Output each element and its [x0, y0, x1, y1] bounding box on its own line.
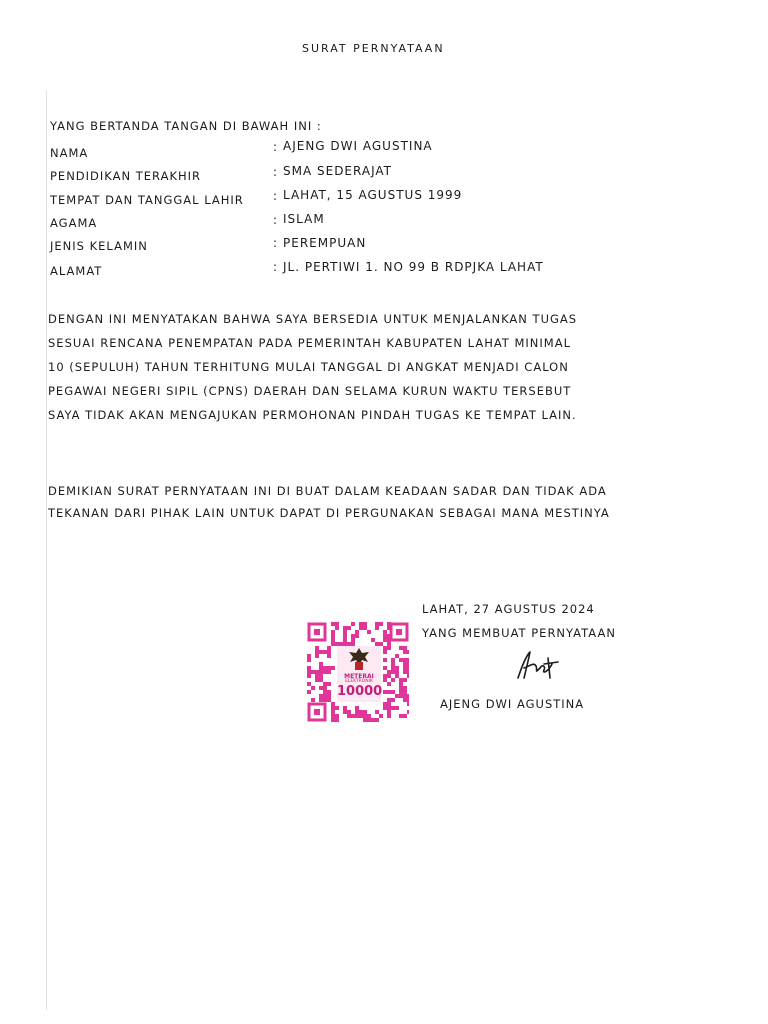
qr-cell — [327, 654, 331, 658]
qr-cell — [331, 710, 335, 714]
qr-cell — [387, 674, 391, 678]
paragraph-2-line: TEKANAN DARI PIHAK LAIN UNTUK DAPAT DI PERGUNAKAN SEBAGAI MANA MESTINYA — [48, 506, 610, 520]
qr-cell — [403, 714, 407, 718]
qr-cell — [323, 698, 327, 702]
qr-cell — [319, 670, 323, 674]
qr-cell — [319, 662, 323, 666]
qr-cell — [355, 710, 359, 714]
qr-cell — [307, 690, 311, 694]
qr-cell — [387, 690, 391, 694]
qr-cell — [319, 694, 323, 698]
qr-cell — [407, 710, 409, 714]
qr-cell — [375, 718, 379, 722]
qr-cell — [407, 670, 409, 674]
qr-cell — [399, 678, 403, 682]
qr-cell — [343, 638, 347, 642]
qr-cell — [359, 626, 363, 630]
qr-cell — [363, 710, 367, 714]
qr-cell — [343, 634, 347, 638]
qr-cell — [307, 674, 311, 678]
qr-cell — [335, 622, 339, 626]
qr-cell — [383, 650, 387, 654]
signature-role: YANG MEMBUAT PERNYATAAN — [422, 626, 616, 640]
handwritten-signature — [512, 648, 562, 684]
qr-cell — [343, 706, 347, 710]
field-colon: : — [273, 236, 279, 250]
qr-cell — [327, 690, 331, 694]
qr-cell — [403, 670, 407, 674]
qr-cell — [355, 630, 359, 634]
qr-cell — [399, 658, 403, 662]
qr-cell — [407, 694, 409, 698]
qr-cell — [407, 702, 409, 706]
qr-cell — [335, 626, 339, 630]
qr-cell — [387, 670, 391, 674]
qr-cell — [395, 666, 399, 670]
qr-cell — [403, 690, 407, 694]
qr-cell — [323, 690, 327, 694]
qr-cell — [387, 714, 391, 718]
signatory-name: AJENG DWI AGUSTINA — [440, 697, 585, 711]
qr-cell — [319, 678, 323, 682]
qr-cell — [335, 714, 339, 718]
qr-cell — [387, 642, 391, 646]
qr-cell — [347, 642, 351, 646]
qr-cell — [379, 714, 383, 718]
qr-cell — [327, 698, 331, 702]
qr-cell — [331, 718, 335, 722]
qr-cell — [307, 654, 311, 658]
qr-cell — [407, 658, 409, 662]
qr-cell — [387, 698, 391, 702]
field-colon: : — [273, 260, 279, 274]
paragraph-1-line: SESUAI RENCANA PENEMPATAN PADA PEMERINTAH KABUPATEN LAHAT MINIMAL — [48, 336, 571, 350]
qr-cell — [307, 666, 311, 670]
qr-cell — [391, 666, 395, 670]
qr-cell — [351, 642, 355, 646]
qr-cell — [407, 698, 409, 702]
qr-cell — [351, 714, 355, 718]
qr-cell — [319, 686, 323, 690]
qr-cell — [315, 674, 319, 678]
field-value-agama: ISLAM — [283, 212, 325, 226]
qr-cell — [387, 710, 391, 714]
qr-cell — [403, 666, 407, 670]
qr-cell — [323, 682, 327, 686]
qr-cell — [355, 714, 359, 718]
qr-cell — [355, 634, 359, 638]
qr-cell — [395, 706, 399, 710]
stamp-label-meterai: METERAI — [344, 673, 374, 680]
field-label-ttl: TEMPAT DAN TANGGAL LAHIR — [50, 193, 244, 207]
qr-cell — [307, 658, 311, 662]
qr-cell — [351, 638, 355, 642]
qr-cell — [391, 658, 395, 662]
qr-cell — [307, 682, 311, 686]
qr-cell — [399, 694, 403, 698]
qr-cell — [403, 662, 407, 666]
qr-cell — [403, 686, 407, 690]
paragraph-1-line: PEGAWAI NEGERI SIPIL (CPNS) DAERAH DAN SELAMA KURUN WAKTU TERSEBUT — [48, 384, 572, 398]
qr-cell — [327, 646, 331, 650]
qr-cell — [399, 682, 403, 686]
qr-cell — [395, 694, 399, 698]
qr-cell — [407, 674, 409, 678]
qr-cell — [319, 698, 323, 702]
paragraph-1-line: DENGAN INI MENYATAKAN BAHWA SAYA BERSEDIA UNTUK MENJALANKAN TUGAS — [48, 312, 578, 326]
qr-cell — [335, 706, 339, 710]
qr-cell — [331, 714, 335, 718]
qr-cell — [391, 678, 395, 682]
stamp-label-elektronik: ELEKTRONIK — [345, 679, 373, 684]
qr-cell — [391, 698, 395, 702]
qr-cell — [363, 626, 367, 630]
qr-cell — [375, 710, 379, 714]
qr-cell — [311, 670, 315, 674]
intro-line: YANG BERTANDA TANGAN DI BAWAH INI : — [50, 119, 322, 133]
qr-cell — [359, 714, 363, 718]
qr-cell — [399, 686, 403, 690]
qr-cell — [323, 650, 327, 654]
qr-cell — [383, 702, 387, 706]
qr-cell — [327, 666, 331, 670]
qr-cell — [375, 622, 379, 626]
paragraph-2-line: DEMIKIAN SURAT PERNYATAAN INI DI BUAT DALAM KEADAAN SADAR DAN TIDAK ADA — [48, 484, 607, 498]
field-value-nama: AJENG DWI AGUSTINA — [283, 139, 433, 153]
qr-cell — [407, 666, 409, 670]
qr-cell — [367, 630, 371, 634]
qr-stamp-graphic — [307, 622, 409, 722]
qr-cell — [391, 670, 395, 674]
qr-cell — [383, 646, 387, 650]
qr-cell — [395, 674, 399, 678]
qr-cell — [399, 690, 403, 694]
qr-cell — [331, 630, 335, 634]
qr-cell — [315, 654, 319, 658]
field-value-alamat: JL. PERTIWI 1. NO 99 B RDPJKA LAHAT — [283, 260, 544, 274]
qr-cell — [335, 642, 339, 646]
qr-cell — [331, 638, 335, 642]
paragraph-1-line: 10 (SEPULUH) TAHUN TERHITUNG MULAI TANGGAL DI ANGKAT MENJADI CALON — [48, 360, 569, 374]
qr-cell — [383, 666, 387, 670]
qr-cell — [327, 650, 331, 654]
qr-cell — [367, 718, 371, 722]
qr-cell — [323, 670, 327, 674]
qr-cell — [347, 710, 351, 714]
qr-cell — [315, 678, 319, 682]
qr-cell — [383, 634, 387, 638]
qr-cell — [367, 714, 371, 718]
field-label-pendidikan: PENDIDIKAN TERAKHIR — [50, 169, 202, 183]
qr-cell — [403, 678, 407, 682]
qr-cell — [383, 658, 387, 662]
paragraph-1-line: SAYA TIDAK AKAN MENGAJUKAN PERMOHONAN PINDAH TUGAS KE TEMPAT LAIN. — [48, 408, 577, 422]
qr-cell — [315, 646, 319, 650]
qr-cell — [343, 642, 347, 646]
qr-cell — [363, 714, 367, 718]
qr-cell — [351, 622, 355, 626]
qr-cell — [383, 630, 387, 634]
qr-cell — [323, 666, 327, 670]
field-label-nama: NAMA — [50, 146, 89, 160]
qr-cell — [327, 694, 331, 698]
qr-cell — [315, 650, 319, 654]
qr-cell — [371, 718, 375, 722]
qr-cell — [383, 674, 387, 678]
qr-cell — [339, 642, 343, 646]
qr-cell — [331, 706, 335, 710]
qr-cell — [391, 690, 395, 694]
field-value-jenis-kelamin: PEREMPUAN — [283, 236, 367, 250]
qr-cell — [383, 690, 387, 694]
field-colon: : — [273, 165, 279, 179]
qr-cell — [375, 626, 379, 630]
qr-cell — [319, 666, 323, 670]
qr-cell — [387, 706, 391, 710]
qr-cell — [363, 622, 367, 626]
qr-cell — [319, 650, 323, 654]
qr-cell — [387, 682, 391, 686]
qr-cell — [391, 662, 395, 666]
stamp-amount: 10000 — [337, 684, 383, 699]
qr-cell — [379, 642, 383, 646]
qr-cell — [383, 638, 387, 642]
field-value-pendidikan: SMA SEDERAJAT — [283, 164, 393, 178]
qr-cell — [323, 686, 327, 690]
qr-cell — [403, 698, 407, 702]
qr-cell — [407, 662, 409, 666]
field-colon: : — [273, 189, 279, 203]
qr-cell — [347, 714, 351, 718]
qr-cell — [343, 710, 347, 714]
page-edge-line — [46, 90, 47, 1010]
field-colon: : — [273, 140, 279, 154]
qr-cell — [315, 670, 319, 674]
qr-cell — [399, 714, 403, 718]
qr-cell — [331, 702, 335, 706]
qr-cell — [327, 670, 331, 674]
field-colon: : — [273, 213, 279, 227]
qr-cell — [399, 646, 403, 650]
qr-cell — [355, 706, 359, 710]
qr-cell — [343, 630, 347, 634]
qr-cell — [351, 634, 355, 638]
qr-cell — [403, 646, 407, 650]
qr-cell — [331, 634, 335, 638]
qr-cell — [359, 622, 363, 626]
qr-cell — [327, 682, 331, 686]
field-label-alamat: ALAMAT — [50, 264, 103, 278]
field-value-ttl: LAHAT, 15 AGUSTUS 1999 — [283, 188, 463, 202]
qr-cell — [311, 698, 315, 702]
qr-cell — [407, 650, 409, 654]
qr-cell — [387, 646, 391, 650]
qr-cell — [375, 642, 379, 646]
qr-cell — [387, 702, 391, 706]
qr-cell — [379, 622, 383, 626]
qr-cell — [307, 670, 311, 674]
document-title: SURAT PERNYATAAN — [302, 42, 445, 55]
qr-cell — [363, 718, 367, 722]
qr-cell — [343, 626, 347, 630]
qr-cell — [403, 650, 407, 654]
qr-cell — [335, 718, 339, 722]
field-label-agama: AGAMA — [50, 216, 98, 230]
qr-cell — [347, 626, 351, 630]
qr-cell — [359, 710, 363, 714]
qr-cell — [311, 686, 315, 690]
qr-cell — [395, 654, 399, 658]
qr-cell — [395, 670, 399, 674]
qr-cell — [331, 622, 335, 626]
qr-cell — [331, 642, 335, 646]
qr-cell — [323, 694, 327, 698]
qr-cell — [383, 706, 387, 710]
e-meterai-stamp — [307, 622, 409, 722]
signature-place-date: LAHAT, 27 AGUSTUS 2024 — [422, 602, 595, 616]
qr-cell — [371, 638, 375, 642]
qr-cell — [319, 674, 323, 678]
qr-cell — [403, 658, 407, 662]
field-label-jenis-kelamin: JENIS KELAMIN — [50, 239, 148, 253]
qr-cell — [403, 694, 407, 698]
qr-cell — [331, 666, 335, 670]
qr-cell — [383, 678, 387, 682]
qr-cell — [391, 706, 395, 710]
